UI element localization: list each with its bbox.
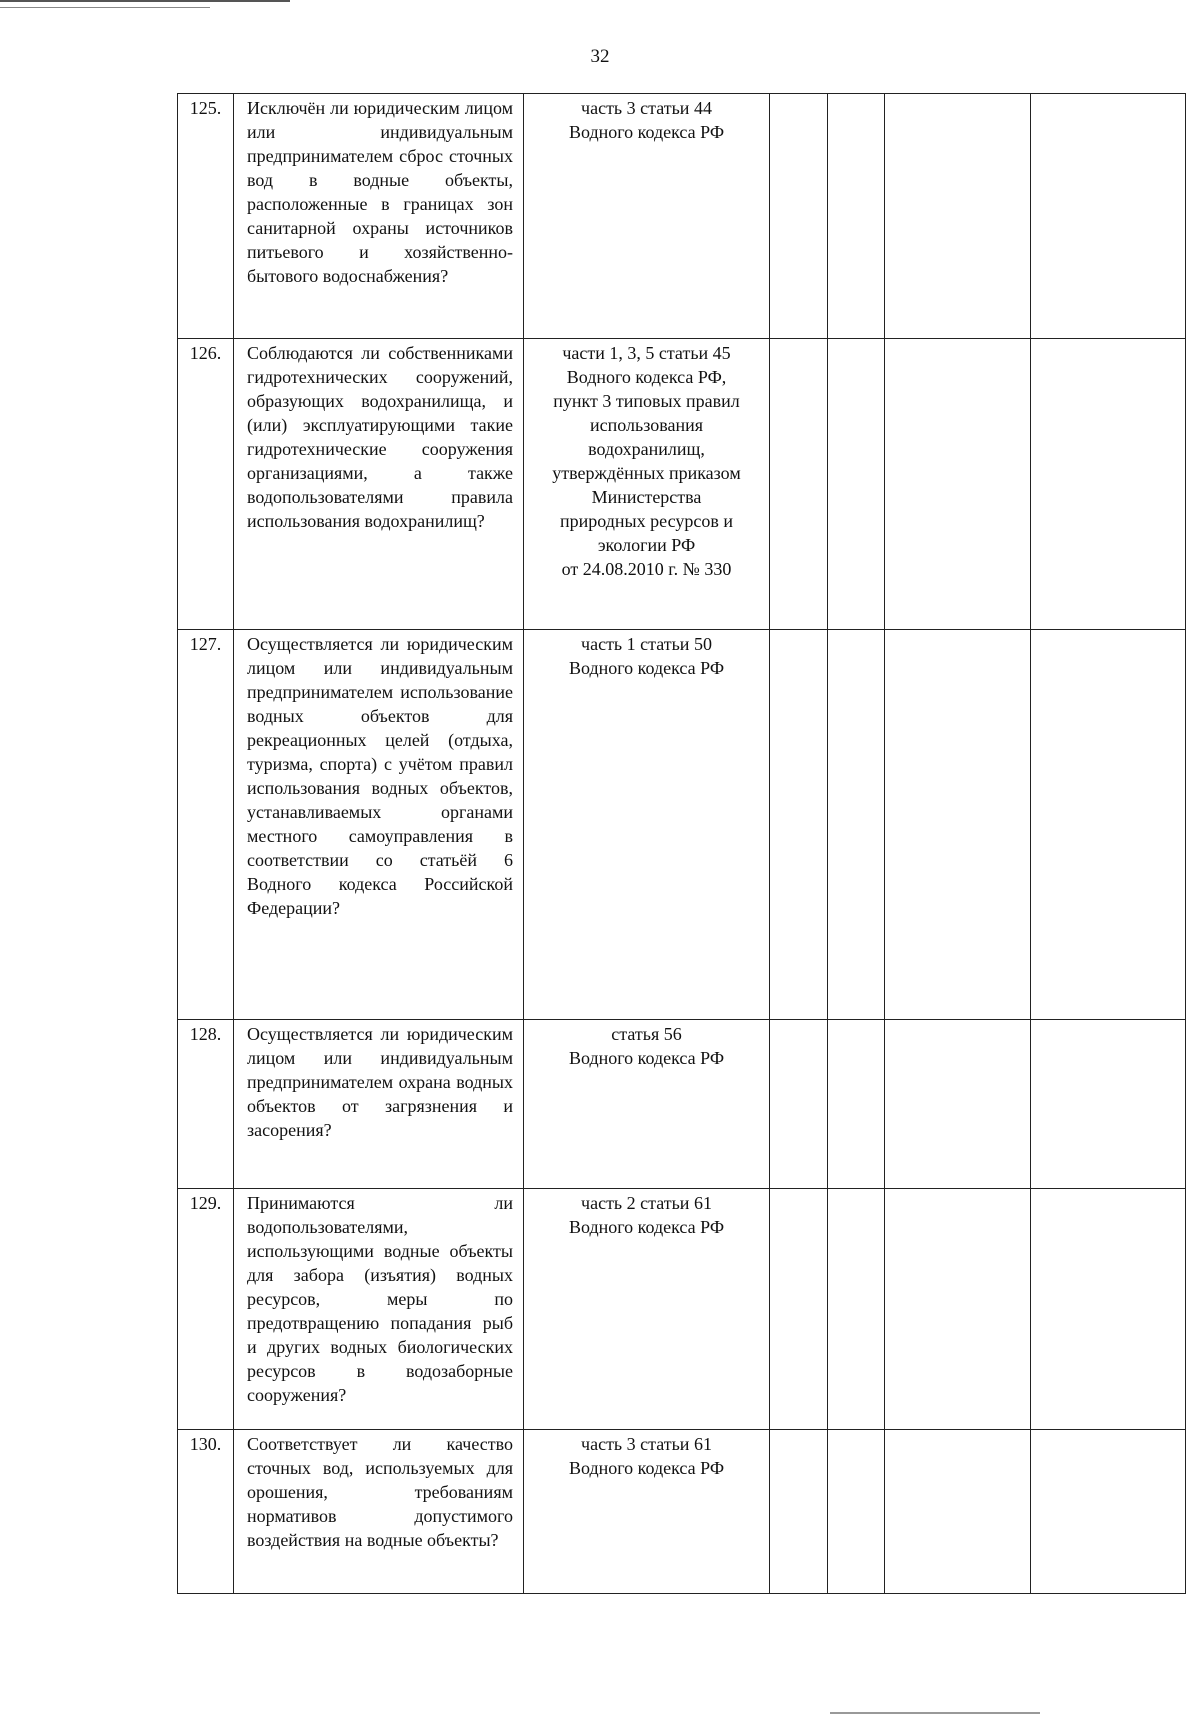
answer-no-cell bbox=[828, 94, 885, 339]
answer-no-cell bbox=[828, 1189, 885, 1430]
notes-cell bbox=[1031, 339, 1186, 630]
notes-cell bbox=[1031, 1430, 1186, 1594]
question-text: Осуществляется ли юридическим лицом или индивидуальным предпринимателем охрана водных объектов от загрязнения и засорения? bbox=[234, 1020, 524, 1189]
legal-reference: часть 1 статьи 50 Водного кодекса РФ bbox=[524, 630, 770, 1020]
legal-reference: части 1, 3, 5 статьи 45 Водного кодекса РФ, пункт 3 типовых правил использования водохранилищ, утверждённых приказом Министерства природных ресурсов и экологии РФ от 24.08.2010 г. № 330 bbox=[524, 339, 770, 630]
answer-no-cell bbox=[828, 1430, 885, 1594]
answer-yes-cell bbox=[770, 339, 828, 630]
question-text: Соответствует ли качество сточных вод, используемых для орошения, требованиям нормативов допустимого воздействия на водные объекты? bbox=[234, 1430, 524, 1594]
not-applicable-cell bbox=[885, 1020, 1031, 1189]
row-number: 126. bbox=[178, 339, 234, 630]
notes-cell bbox=[1031, 630, 1186, 1020]
legal-reference: часть 3 статьи 44 Водного кодекса РФ bbox=[524, 94, 770, 339]
table-row bbox=[178, 1430, 1186, 1594]
row-number: 129. bbox=[178, 1189, 234, 1430]
not-applicable-cell bbox=[885, 630, 1031, 1020]
table-row bbox=[178, 1189, 1186, 1430]
notes-cell bbox=[1031, 1189, 1186, 1430]
legal-reference: статья 56 Водного кодекса РФ bbox=[524, 1020, 770, 1189]
row-number: 127. bbox=[178, 630, 234, 1020]
table-row bbox=[178, 1020, 1186, 1189]
row-number: 130. bbox=[178, 1430, 234, 1594]
table-row bbox=[178, 339, 1186, 630]
not-applicable-cell bbox=[885, 1189, 1031, 1430]
question-text: Соблюдаются ли собственниками гидротехнических сооружений, образующих водохранилища, и (или) эксплуатирующими такие гидротехнические сооружения организациями, а также водопользователями правила использования водохранилищ? bbox=[234, 339, 524, 630]
table-row bbox=[178, 94, 1186, 339]
legal-reference: часть 2 статьи 61 Водного кодекса РФ bbox=[524, 1189, 770, 1430]
answer-no-cell bbox=[828, 1020, 885, 1189]
row-number: 128. bbox=[178, 1020, 234, 1189]
not-applicable-cell bbox=[885, 1430, 1031, 1594]
scan-edge-mark bbox=[0, 7, 210, 8]
answer-yes-cell bbox=[770, 1430, 828, 1594]
question-text: Осуществляется ли юридическим лицом или индивидуальным предпринимателем использование водных объектов для рекреационных целей (отдыха, туризма, спорта) с учётом правил использования водных объектов, устанавливаемых органами местного самоуправления в соответствии со статьёй 6 Водного кодекса Российской Федерации? bbox=[234, 630, 524, 1020]
legal-reference: часть 3 статьи 61 Водного кодекса РФ bbox=[524, 1430, 770, 1594]
answer-yes-cell bbox=[770, 1189, 828, 1430]
answer-no-cell bbox=[828, 630, 885, 1020]
notes-cell bbox=[1031, 1020, 1186, 1189]
not-applicable-cell bbox=[885, 94, 1031, 339]
checklist-table bbox=[177, 93, 1186, 1594]
row-number: 125. bbox=[178, 94, 234, 339]
not-applicable-cell bbox=[885, 339, 1031, 630]
question-text: Исключён ли юридическим лицом или индивидуальным предпринимателем сброс сточных вод в водные объекты, расположенные в границах зон санитарной охраны источников питьевого и хозяйственно-бытового водоснабжения? bbox=[234, 94, 524, 339]
answer-yes-cell bbox=[770, 630, 828, 1020]
answer-no-cell bbox=[828, 339, 885, 630]
table-row bbox=[178, 630, 1186, 1020]
question-text: Принимаются ли водопользователями, использующими водные объекты для забора (изъятия) водных ресурсов, меры по предотвращению попадания рыб и других водных биологических ресурсов в водозаборные сооружения? bbox=[234, 1189, 524, 1430]
answer-yes-cell bbox=[770, 1020, 828, 1189]
answer-yes-cell bbox=[770, 94, 828, 339]
page-number: 32 bbox=[590, 46, 610, 67]
scan-edge-mark bbox=[0, 0, 290, 2]
scan-edge-mark bbox=[830, 1712, 1040, 1714]
notes-cell bbox=[1031, 94, 1186, 339]
